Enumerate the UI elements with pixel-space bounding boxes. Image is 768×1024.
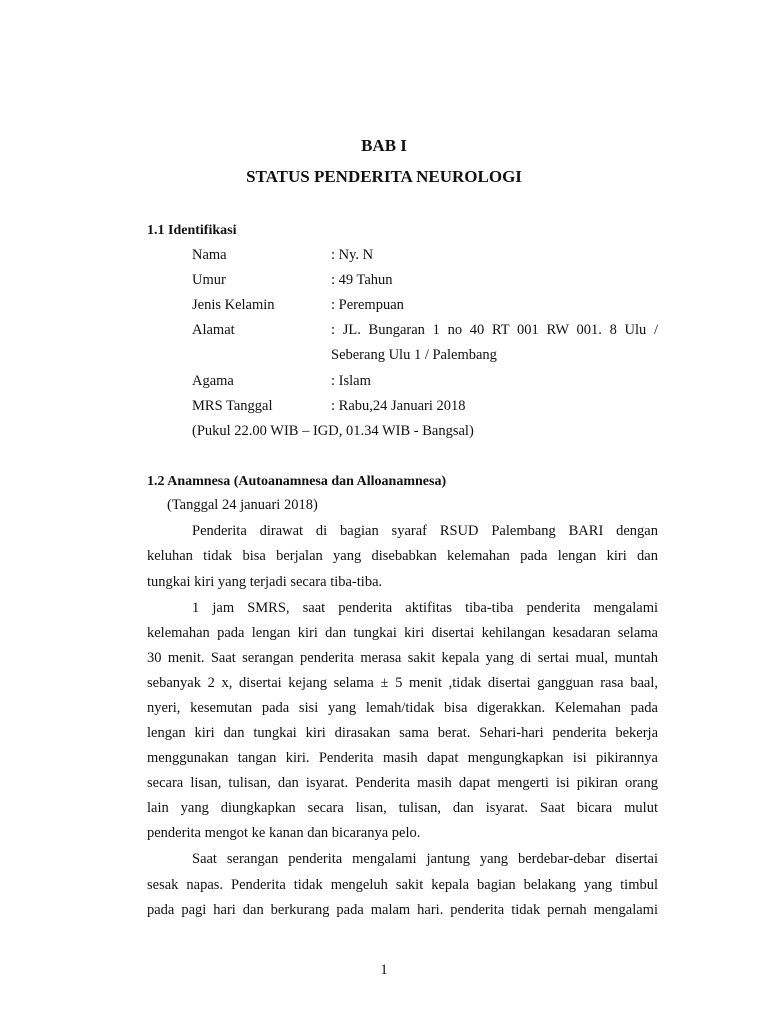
id-label: Umur <box>192 272 226 288</box>
id-value: : Perempuan <box>331 297 404 313</box>
paragraph-line: menggunakan tangan kiri. Penderita masih dapat mengungkapkan isi pikirannya <box>147 750 658 766</box>
id-value: : 49 Tahun <box>331 272 393 288</box>
page-number: 1 <box>380 962 388 978</box>
id-value: : Rabu,24 Januari 2018 <box>331 398 466 414</box>
id-value: : JL. Bungaran 1 no 40 RT 001 RW 001. 8 Ulu / <box>331 322 658 338</box>
id-label: Agama <box>192 373 234 389</box>
paragraph-line: Saat serangan penderita mengalami jantung yang berdebar-debar disertai <box>192 851 658 867</box>
id-label: Jenis Kelamin <box>192 297 275 313</box>
paragraph-line: sesak napas. Penderita tidak mengeluh sakit kepala bagian belakang yang timbul <box>147 877 658 893</box>
chapter-heading: BAB I <box>361 136 407 155</box>
id-value: : Islam <box>331 373 371 389</box>
paragraph-line: 1 jam SMRS, saat penderita aktifitas tiba-tiba penderita mengalami <box>192 600 658 616</box>
id-value: : Ny. N <box>331 247 374 263</box>
paragraph-line: pada pagi hari dan berkurang pada malam hari. penderita tidak pernah mengalami <box>147 902 658 918</box>
paragraph-line: tungkai kiri yang terjadi secara tiba-tiba. <box>147 574 383 590</box>
paragraph-line: lain yang diungkapkan secara lisan, tulisan, dan isyarat. Saat bicara mulut <box>147 800 658 816</box>
paragraph-line: secara lisan, tulisan, dan isyarat. Penderita masih dapat mengerti isi pikiran orang <box>147 775 658 791</box>
paragraph-line: keluhan tidak bisa berjalan yang disebabkan kelemahan pada lengan kiri dan <box>147 548 658 564</box>
page-title: STATUS PENDERITA NEUROLOGI <box>246 167 522 186</box>
id-label: MRS Tanggal <box>192 398 273 414</box>
id-value: Seberang Ulu 1 / Palembang <box>331 347 497 363</box>
admission-time-note: (Pukul 22.00 WIB – IGD, 01.34 WIB - Bangsal) <box>192 423 474 439</box>
paragraph-line: Penderita dirawat di bagian syaraf RSUD Palembang BARI dengan <box>192 523 658 539</box>
paragraph-line: sebanyak 2 x, disertai kejang selama ± 5 menit ,tidak disertai gangguan rasa baal, <box>147 675 658 691</box>
id-label: Nama <box>192 247 227 263</box>
section-heading-anamnesa: 1.2 Anamnesa (Autoanamnesa dan Alloanamnesa) <box>147 474 447 489</box>
section-heading-identifikasi: 1.1 Identifikasi <box>147 223 237 238</box>
paragraph-line: nyeri, kesemutan pada sisi yang lemah/tidak bisa digerakkan. Kelemahan pada <box>147 700 658 716</box>
anamnesa-date: (Tanggal 24 januari 2018) <box>167 497 318 513</box>
paragraph-line: 30 menit. Saat serangan penderita merasa sakit kepala yang di sertai mual, muntah <box>147 650 658 666</box>
paragraph-line: penderita mengot ke kanan dan bicaranya pelo. <box>147 825 421 841</box>
id-label: Alamat <box>192 322 235 338</box>
paragraph-line: kelemahan pada lengan kiri dan tungkai kiri disertai kehilangan kesadaran selama <box>147 625 658 641</box>
paragraph-line: lengan kiri dan tungkai kiri dirasakan sama berat. Sehari-hari penderita bekerja <box>147 725 658 741</box>
